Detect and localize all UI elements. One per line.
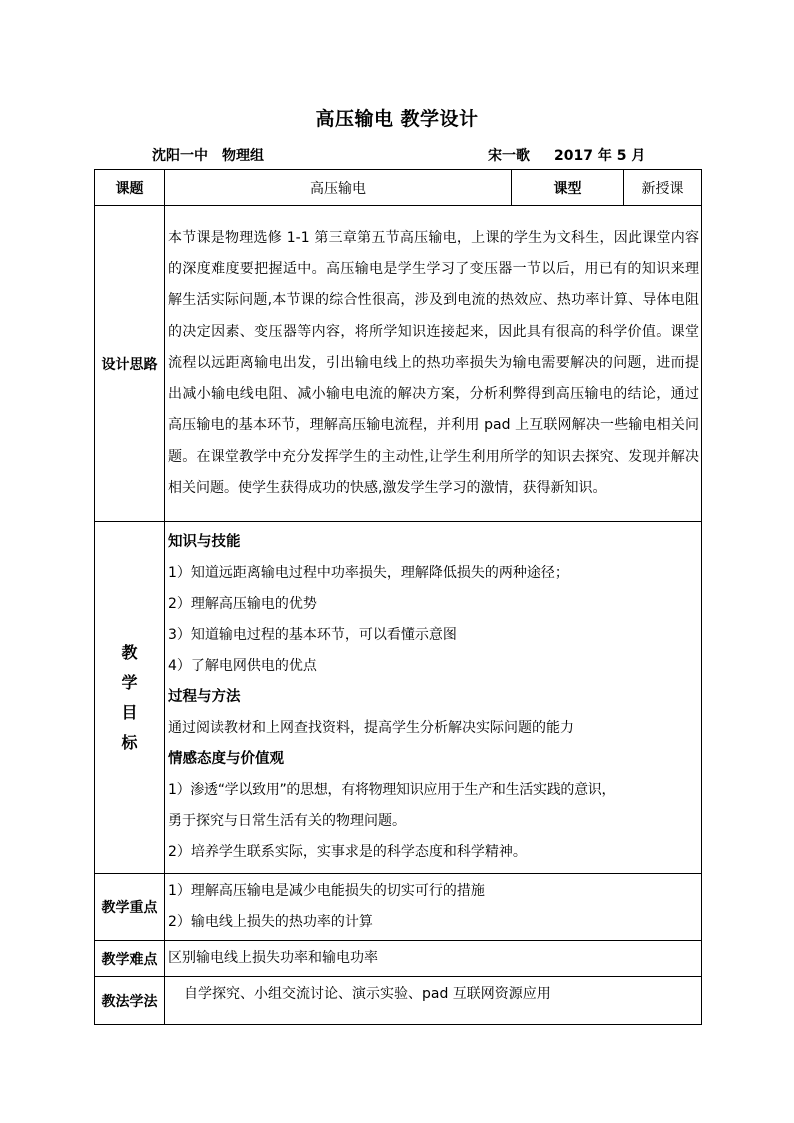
design-text: 本节课是物理选修 1-1 第三章第五节高压输电，上课的学生为文科生，因此课堂内容的深度难度要把握适中。高压输电是学生学习了变压器一节以后，用已有的知识来理解生活实际问题,本节课的综合性很高，涉及到电流的热效应、热功率计算、导体电阻的决定因素、变压器等内容，将所学知识连接起来，因此具有很高的科学价值。课堂流程以远距离输电出发，引出输电线上的热功率损失为输电需要解决的问题，进而提出减小输电线电阻、减小输电电流的解决方案，分析利弊得到高压输电的结论，通过高压输电的基本环节，理解高压输电流程，并利用 pad 上互联网解决一些输电相关问题。在课堂教学中充分发挥学生的主动性,让学生利用所学的知识去探究、发现并解决相关问题。使学生获得成功的快感,激发学生学习的激情，获得新知识。 [168,230,699,496]
key-points-row [95,874,702,941]
knowledge-heading: 知识与技能 [168,534,241,550]
objectives-label-char: 学 [121,672,138,692]
design-cell [165,206,702,522]
objectives-label-char: 标 [121,732,138,752]
knowledge-item: 2）理解高压输电的优势 [168,596,317,612]
school-group [152,145,264,165]
group-name: 物理组 [222,148,264,164]
process-heading: 过程与方法 [168,689,241,705]
difficulty-text: 区别输电线上损失功率和输电功率 [168,950,378,966]
lesson-plan-table [94,169,702,1025]
author-name: 宋一歌 [488,148,530,164]
knowledge-item: 1）知道远距离输电过程中功率损失，理解降低损失的两种途径； [168,565,569,581]
attitude-item-1-line-1: 1）渗透“学以致用”的思想，有将物理知识应用于生产和生活实践的意识， [168,782,616,798]
process-text: 通过阅读教材和上网查找资料，提高学生分析解决实际问题的能力 [168,720,574,736]
type-value: 新授课 [624,170,702,206]
attitude-heading: 情感态度与价值观 [168,751,284,767]
key-points-cell [165,874,702,941]
methods-text: 自学探究、小组交流讨论、演示实验、pad 互联网资源应用 [184,986,551,1002]
objectives-label-char: 目 [121,702,138,722]
key-points-label: 教学重点 [95,874,165,941]
difficulty-label: 教学难点 [95,941,165,977]
difficulty-row [95,941,702,977]
methods-cell [165,977,702,1025]
school-name: 沈阳一中 [152,148,208,164]
methods-row [95,977,702,1025]
date: 2017 年 5 月 [554,148,646,164]
page-title: 高压输电 教学设计 [315,108,479,130]
objectives-row [95,522,702,874]
design-row [95,206,702,522]
topic-value: 高压输电 [165,170,512,206]
type-label: 课型 [512,170,624,206]
objectives-label-char: 教 [121,642,138,662]
topic-label: 课题 [95,170,165,206]
objectives-cell [165,522,702,874]
knowledge-item: 4）了解电网供电的优点 [168,658,317,674]
attitude-item-1-line-2: 勇于探究与日常生活有关的物理问题。 [168,813,406,829]
key-point-item: 2）输电线上损失的热功率的计算 [168,914,373,930]
author-date [488,145,645,165]
knowledge-item: 3）知道输电过程的基本环节，可以看懂示意图 [168,627,457,643]
difficulty-cell [165,941,702,977]
attitude-item-2: 2）培养学生联系实际，实事求是的科学态度和科学精神。 [168,844,527,860]
topic-row [95,170,702,206]
objectives-label [95,522,165,874]
key-point-item: 1）理解高压输电是减少电能损失的切实可行的措施 [168,883,485,899]
design-label: 设计思路 [95,206,165,522]
methods-label: 教法学法 [95,977,165,1025]
